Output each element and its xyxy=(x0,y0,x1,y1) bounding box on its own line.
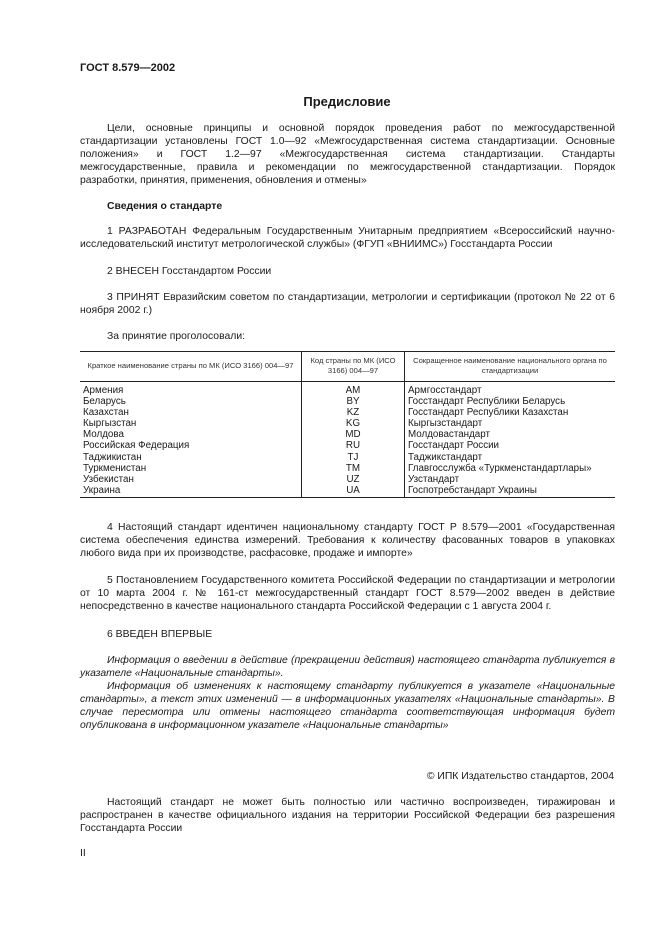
country-cell: Туркменистан xyxy=(80,463,302,474)
item-6-paragraph: 6 ВВЕДЕН ВПЕРВЫЕ xyxy=(107,629,213,640)
country-cell: Беларусь xyxy=(80,396,302,407)
document-id: ГОСТ 8.579—2002 xyxy=(80,62,176,74)
item-4-paragraph: 4 Настоящий стандарт идентичен национальному стандарту ГОСТ Р 8.579—2001 «Государственная система обеспечения единства измерений. Требования к количеству фасованных товаров в упаковках любого вида при их производстве, расфасовке, продаже и импорте» xyxy=(80,522,615,559)
body-cell: Госстандарт России xyxy=(408,440,500,452)
table-row xyxy=(80,474,615,485)
intro-paragraph: Цели, основные принципы и основной порядок проведения работ по межгосударственной стандартизации установлены ГОСТ 1.0—92 «Межгосударственная система стандартизации. Основные положения» и ГОСТ 1.2—97 «Межгосударственная система стандартизации. Стандарты межгосударственные, правила и рекомендации по межгосударственной стандартизации. Порядок разработки, принятия, применения, обновления и отмены» xyxy=(80,123,615,186)
body-cell: Госстандарт Республики Беларусь xyxy=(408,396,566,408)
country-cell: Кыргызстан xyxy=(80,418,302,429)
body-cell: Кыргызстандарт xyxy=(408,418,483,430)
code-cell: KZ xyxy=(302,407,405,418)
table-row xyxy=(80,452,615,463)
item-2-paragraph: 2 ВНЕСЕН Госстандартом России xyxy=(107,266,272,277)
table-row xyxy=(80,463,615,474)
header-country: Краткое наименование страны по МК (ИСО 3166) 004—97 xyxy=(80,352,302,382)
code-cell: RU xyxy=(302,440,405,451)
table-row xyxy=(80,429,615,440)
body-cell: Госпотребстандарт Украины xyxy=(405,485,616,498)
item-3-paragraph: 3 ПРИНЯТ Евразийским советом по стандартизации, метрологии и сертификации (протокол № 22 от 6 ноября 2002 г.) xyxy=(80,292,615,316)
table-row xyxy=(80,418,615,429)
header-body: Сокращенное наименование национального органа по стандартизации xyxy=(405,352,616,382)
country-cell: Армения xyxy=(80,382,302,397)
note-changes: Информация об изменениях к настоящему стандарту публикуется в указателе «Национальные стандарты», а текст этих изменений — в информационных указателях «Национальные стандарты». В случае пересмотра или отмены настоящего стандарта соответствующая информация будет опубликована в информационном указателе «Национальные стандарты» xyxy=(80,681,615,731)
reproduction-notice: Настоящий стандарт не может быть полностью или частично воспроизведен, тиражирован и распространен в качестве официального издания на территории Российской Федерации без разрешения Госстандарта России xyxy=(80,797,615,834)
country-cell: Таджикистан xyxy=(80,452,302,463)
code-cell: TJ xyxy=(302,452,405,463)
code-cell: KG xyxy=(302,418,405,429)
code-cell: TM xyxy=(302,463,405,474)
page-title: Предисловие xyxy=(303,94,391,109)
table-row xyxy=(80,440,615,451)
table-header-row xyxy=(80,352,615,382)
country-cell: Молдова xyxy=(80,429,302,440)
body-cell: Главгосслужба «Туркменстандартлары» xyxy=(408,462,592,474)
copyright-notice: © ИПК Издательство стандартов, 2004 xyxy=(426,771,614,782)
item-5-paragraph: 5 Постановлением Государственного комитета Российской Федерации по стандартизации и метрологии от 10 марта 2004 г. № 161-ст межгосударственный стандарт ГОСТ 8.579—2002 введен в действие непосредственно в качестве национального стандарта Российской Федерации с 1 августа 2004 г. xyxy=(80,575,615,612)
table-row xyxy=(80,407,615,418)
code-cell: UA xyxy=(302,485,405,498)
table-row xyxy=(80,382,615,397)
note-introduction: Информация о введении в действие (прекращении действия) настоящего стандарта публикуется в указателе «Национальные стандарты». xyxy=(80,655,615,679)
code-cell: UZ xyxy=(302,474,405,485)
body-cell: Армгосстандарт xyxy=(408,385,482,396)
table-row xyxy=(80,396,615,407)
country-cell: Казахстан xyxy=(80,407,302,418)
country-cell: Украина xyxy=(80,485,302,498)
item-1-paragraph: 1 РАЗРАБОТАН Федеральным Государственным Унитарным предприятием «Всероссийский научно-исследовательский институт метрологической службы» (ФГУП «ВНИИМС») Госстандарта России xyxy=(80,226,615,250)
body-cell: Молдовастандарт xyxy=(408,429,490,441)
body-cell: Таджикстандарт xyxy=(408,451,483,463)
country-cell: Российская Федерация xyxy=(80,440,302,451)
voted-label: За принятие проголосовали: xyxy=(107,331,246,342)
code-cell: BY xyxy=(302,396,405,407)
table-row xyxy=(80,485,615,498)
code-cell: AM xyxy=(302,382,405,397)
body-cell: Госстандарт Республики Казахстан xyxy=(408,407,569,419)
country-cell: Узбекистан xyxy=(80,474,302,485)
page-number: II xyxy=(80,848,86,859)
section-heading: Сведения о стандарте xyxy=(107,201,223,212)
body-cell: Узстандарт xyxy=(408,473,460,485)
header-code: Код страны по МК (ИСО 3166) 004—97 xyxy=(302,352,405,382)
code-cell: MD xyxy=(302,429,405,440)
voting-table xyxy=(80,351,615,498)
